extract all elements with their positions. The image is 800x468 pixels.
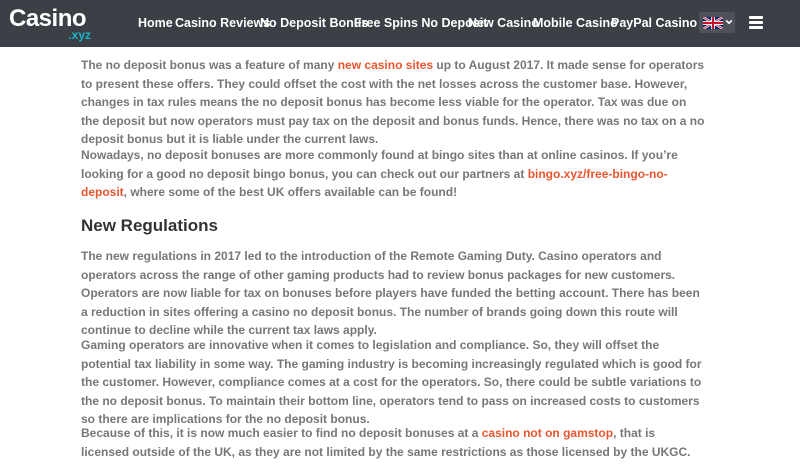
- link-free-bingo-no-deposit[interactable]: bingo.xyz/free-bingo-no-deposit: [81, 166, 668, 199]
- paragraph-compliance: Gaming operators are innovative when it comes to legislation and compliance. So, they will offset the potential tax liability in some way. The gaming industry is becoming increasingly regulated which is good for the customer. However, compliance comes at a cost for the operators. So, there could be subtle variations to the no deposit bonus. To maintain their bottom line, operators tend to pass on increased costs to customers so there are implications for the no deposit bonus.: [81, 338, 702, 426]
- link-casino-not-on-gamstop[interactable]: casino not on gamstop: [481, 426, 614, 440]
- logo-domain: .xyz: [68, 28, 91, 42]
- paragraph-gamstop: Because of this, it is now much easier to find no deposit bonuses at a casino not on gamstop, that is licensed outside of the UK, as they are not limited by the same restrictions as those licensed by the UKGC.: [81, 426, 691, 459]
- nav-home[interactable]: Home: [138, 16, 173, 30]
- nav-casino-reviews[interactable]: Casino Reviews: [175, 16, 271, 30]
- paragraph-bingo-bonus: Nowadays, no deposit bonuses are more commonly found at bingo sites than at online casinos. If you’re looking for a good no deposit bingo bonus, you can check out our partners at bingo.xyz/free-bingo-no-deposit, where some of the best UK offers available can be found!: [81, 148, 678, 199]
- language-selector[interactable]: [699, 12, 735, 33]
- section-heading-new-regulations: New Regulations: [81, 216, 218, 235]
- chevron-down-icon: [725, 18, 733, 26]
- nav-free-spins-no-deposit[interactable]: Free Spins No Deposit: [354, 16, 488, 30]
- top-navbar: [0, 0, 800, 47]
- link-new-casino-sites[interactable]: new casino sites: [337, 58, 434, 72]
- uk-flag-icon: [703, 17, 723, 29]
- hamburger-menu-icon[interactable]: [749, 14, 765, 30]
- nav-paypal-casino[interactable]: PayPal Casino: [611, 16, 698, 30]
- main-menu: [0, 0, 800, 47]
- nav-mobile-casino[interactable]: Mobile Casino: [533, 16, 618, 30]
- paragraph-remote-gaming-duty: The new regulations in 2017 led to the introduction of the Remote Gaming Duty. Casino operators and operators across the range of other gaming products had to review bonus packages for new customers. Operators are now liable for tax on bonuses before players have funded the betting account. There has been a reduction in sites offering a casino no deposit bonus. The number of brands going down this route will continue to decline while the current tax laws apply.: [81, 249, 700, 337]
- nav-no-deposit-bonus[interactable]: No Deposit Bonus: [260, 16, 369, 30]
- nav-new-casino[interactable]: New Casino: [468, 16, 539, 30]
- logo-wordmark: Casino: [9, 5, 87, 32]
- paragraph-tax-changes: The no deposit bonus was a feature of many new casino sites up to August 2017. It made sense for operators to present these offers. They could offset the cost with the net losses across the customer base. However, changes in tax rules means the no deposit bonus has become less viable for the operator. Tax was due on the deposit but now operators must pay tax on the deposit and bonus funds. Hence, there was no tax on a no deposit bonus but it is liable under the current laws.: [81, 58, 705, 146]
